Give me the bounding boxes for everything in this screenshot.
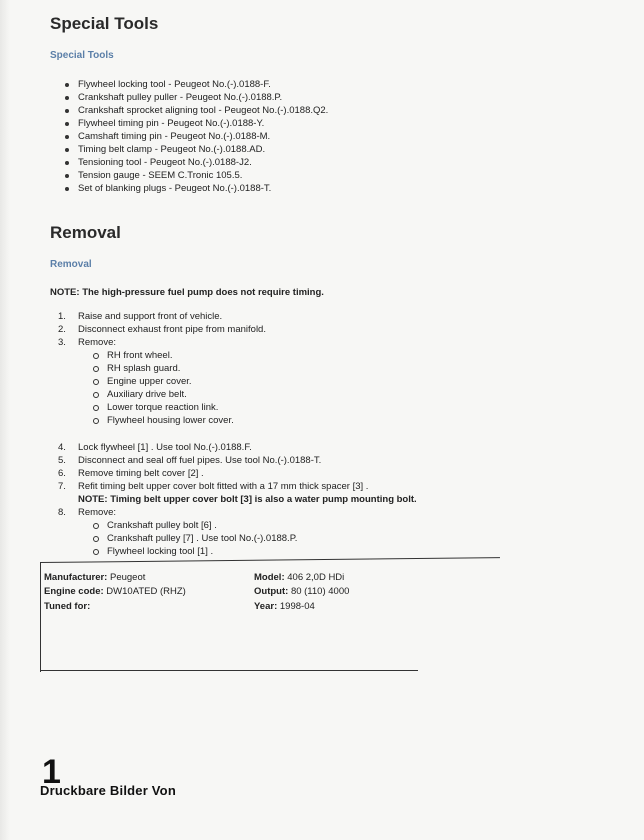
removal-note: NOTE: The high-pressure fuel pump does not require timing.	[50, 287, 324, 298]
watermark-number: 1	[42, 753, 61, 791]
tuned-label: Tuned for:	[44, 601, 91, 612]
removal-steps-a	[58, 310, 266, 427]
box-bottom-line	[40, 670, 418, 671]
list-item: Crankshaft sprocket aligning tool - Peugeot No.(-).0188.Q2.	[62, 104, 328, 117]
year-value: 1998-04	[279, 601, 315, 612]
list-item: Set of blanking plugs - Peugeot No.(-).0188-T.	[62, 182, 328, 195]
step-number: 2.	[58, 324, 66, 335]
step-number: 8.	[58, 507, 66, 518]
step-number: 5.	[58, 455, 66, 466]
page-edge	[0, 0, 10, 840]
list-item: Flywheel locking tool - Peugeot No.(-).0188-F.	[62, 78, 328, 91]
special-tools-list	[62, 78, 328, 195]
engine-label: Engine code:	[44, 586, 104, 597]
step-item	[58, 336, 266, 349]
special-tools-subheading: Special Tools	[50, 50, 114, 61]
manufacturer-label: Manufacturer:	[44, 572, 108, 583]
box-left-line	[40, 562, 41, 672]
sub-item: Flywheel locking tool [1] .	[58, 545, 417, 558]
tuned-row	[44, 601, 90, 612]
step-number: 7.	[58, 481, 66, 492]
list-item: Flywheel timing pin - Peugeot No.(-).0188-Y.	[62, 117, 328, 130]
list-item: Tensioning tool - Peugeot No.(-).0188-J2.	[62, 156, 328, 169]
list-item: Camshaft timing pin - Peugeot No.(-).0188-M.	[62, 130, 328, 143]
manufacturer-row	[44, 572, 145, 583]
step-number: 6.	[58, 468, 66, 479]
output-row	[254, 586, 349, 597]
engine-value: DW10ATED (RHZ)	[106, 586, 186, 597]
list-item: Crankshaft pulley puller - Peugeot No.(-).0188.P.	[62, 91, 328, 104]
step-text: Lock flywheel [1] . Use tool No.(-).0188.F.	[78, 442, 252, 453]
removal-steps-b	[58, 441, 417, 558]
sub-item: Crankshaft pulley bolt [6] .	[58, 519, 417, 532]
year-label: Year:	[254, 601, 278, 612]
step-number: 1.	[58, 311, 66, 322]
list-item: Timing belt clamp - Peugeot No.(-).0188.AD.	[62, 143, 328, 156]
step-item	[58, 454, 417, 467]
special-tools-heading: Special Tools	[50, 14, 159, 33]
step-item	[58, 506, 417, 519]
model-label: Model:	[254, 572, 285, 583]
step-number: 3.	[58, 337, 66, 348]
output-value: 80 (110) 4000	[290, 586, 350, 597]
step-text: Remove timing belt cover [2] .	[78, 468, 204, 479]
sub-item: RH front wheel.	[58, 349, 266, 362]
engine-row	[44, 586, 186, 597]
step-text: Remove:	[78, 507, 117, 518]
step-item	[58, 480, 417, 493]
step-text: Refit timing belt upper cover bolt fitted with a 17 mm thick spacer [3] .	[78, 481, 369, 492]
list-item: Tension gauge - SEEM C.Tronic 105.5.	[62, 169, 328, 182]
step-item	[58, 310, 266, 323]
step-text: Remove:	[78, 337, 117, 348]
sub-item: Flywheel housing lower cover.	[58, 414, 266, 427]
step-number: 4.	[58, 442, 66, 453]
step-item	[58, 441, 417, 454]
box-top-line	[40, 557, 500, 563]
sub-item: Crankshaft pulley [7] . Use tool No.(-).0188.P.	[58, 532, 417, 545]
sub-item: RH splash guard.	[58, 362, 266, 375]
removal-heading: Removal	[50, 223, 121, 242]
sub-item: Lower torque reaction link.	[58, 401, 266, 414]
model-row	[254, 572, 344, 583]
sub-item: Engine upper cover.	[58, 375, 266, 388]
manufacturer-value: Peugeot	[109, 572, 146, 583]
sub-item: Auxiliary drive belt.	[58, 388, 266, 401]
watermark-text: Druckbare Bilder Von	[40, 783, 176, 798]
step-text: Disconnect exhaust front pipe from manifold.	[78, 324, 266, 335]
step-text: Disconnect and seal off fuel pipes. Use tool No.(-).0188-T.	[78, 455, 322, 466]
step-item	[58, 323, 266, 336]
vehicle-info-box	[40, 562, 498, 672]
step-item	[58, 467, 417, 480]
step-text: Raise and support front of vehicle.	[78, 311, 223, 322]
step7-note: NOTE: Timing belt upper cover bolt [3] is also a water pump mounting bolt.	[78, 494, 417, 505]
model-value: 406 2,0D HDi	[287, 572, 345, 583]
year-row	[254, 601, 315, 612]
output-label: Output:	[254, 586, 289, 597]
removal-subheading: Removal	[50, 259, 92, 270]
